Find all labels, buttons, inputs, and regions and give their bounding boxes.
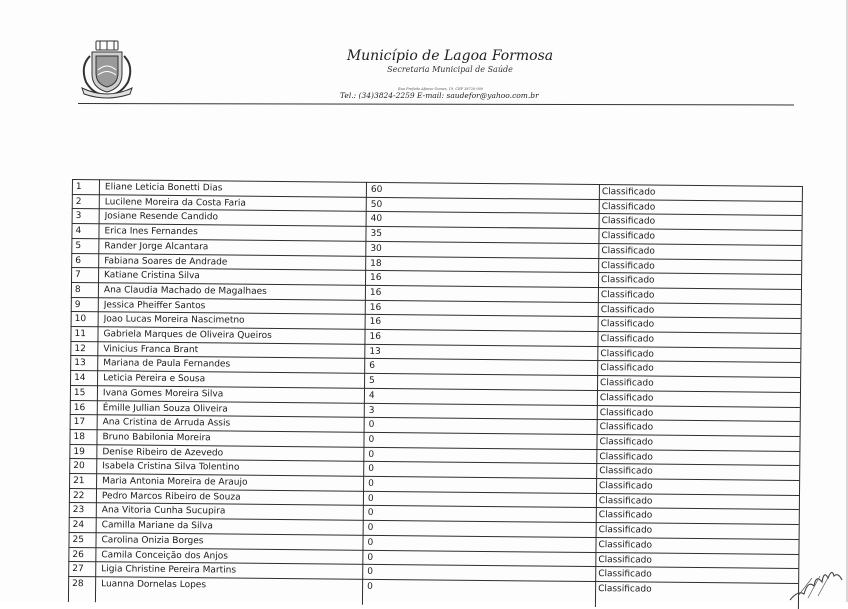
status: Classificado — [598, 539, 653, 551]
candidate-name: Pedro Marcos Ribeiro de Souza — [101, 490, 241, 503]
score: 35 — [370, 228, 382, 240]
candidate-name: Ana Cristina de Arruda Assis — [102, 417, 231, 429]
row-number: 28 — [72, 578, 84, 590]
score: 5 — [369, 375, 375, 387]
row-number: 19 — [73, 446, 85, 457]
candidate-name: Leticia Pereira e Sousa — [103, 373, 206, 385]
address-line: Rua Prefeito Afonso Gomes, 19, CEP 38720-000 — [398, 87, 484, 91]
score: 0 — [368, 434, 375, 445]
status: Classificado — [600, 289, 655, 301]
score: 16 — [370, 273, 382, 284]
row-number: 24 — [72, 520, 85, 531]
row-number: 4 — [75, 226, 82, 237]
candidate-name: Luanna Dornelas Lopes — [101, 579, 207, 591]
status: Classificado — [599, 407, 654, 419]
status: Classificado — [599, 451, 653, 463]
row-number: 8 — [74, 284, 81, 295]
candidate-name: Isabela Cristina Silva Tolentino — [102, 461, 240, 473]
row-number: 25 — [72, 534, 85, 545]
row-number: 26 — [72, 549, 84, 560]
score: 16 — [369, 302, 382, 313]
candidate-name: Fabiana Soares de Andrade — [104, 255, 228, 267]
row-number: 22 — [72, 490, 85, 501]
row-number: 12 — [74, 343, 86, 354]
score: 30 — [370, 243, 382, 254]
candidate-name: Erica Ines Fernandes — [104, 226, 198, 238]
candidate-name: Gabriela Marques de Oliveira Queiros — [103, 329, 272, 341]
score: 6 — [369, 361, 375, 372]
candidate-name: Ligia Christine Pereira Martins — [101, 564, 237, 576]
row-number: 16 — [73, 402, 86, 413]
candidate-name: Ivana Gomes Moreira Silva — [102, 388, 224, 400]
status: Classificado — [600, 363, 654, 374]
status: Classificado — [599, 422, 654, 433]
score: 0 — [367, 567, 374, 578]
candidate-name: Carolina Onizia Borges — [101, 535, 204, 547]
classification-table — [68, 179, 804, 609]
status: Classificado — [601, 231, 656, 242]
row-number: 13 — [74, 358, 86, 369]
score: 0 — [368, 464, 375, 475]
municipality-title: Município de Lagoa Formosa — [346, 48, 554, 64]
candidate-name: Josiane Resende Candido — [104, 211, 219, 223]
score: 3 — [368, 405, 375, 416]
row-number: 1 — [75, 182, 82, 193]
candidate-name: Maria Antonia Moreira de Araujo — [102, 476, 248, 488]
status: Classificado — [599, 481, 653, 492]
candidate-name: Camila Conceição dos Anjos — [101, 549, 229, 562]
status: Classificado — [598, 554, 652, 566]
row-number: 15 — [73, 387, 86, 398]
score: 13 — [369, 346, 381, 357]
score: 0 — [368, 449, 375, 460]
status: Classificado — [599, 436, 654, 448]
score: 0 — [367, 493, 374, 504]
row-number: 10 — [74, 314, 87, 325]
candidate-name: Eliane Leticia Bonetti Dias — [104, 182, 223, 194]
department-subtitle: Secretaria Municipal de Saúde — [387, 65, 513, 74]
row-number: 27 — [72, 564, 84, 575]
status: Classificado — [600, 334, 655, 345]
status: Classificado — [598, 510, 653, 521]
status: Classificado — [601, 275, 655, 286]
candidate-name: Mariana de Paula Fernandes — [103, 358, 231, 370]
score: 50 — [370, 199, 383, 210]
contact-line: Tel.: (34)3824-2259 E-mail: saudefor@yahoo.com.br — [340, 91, 539, 100]
status: Classificado — [600, 304, 655, 316]
status: Classificado — [598, 583, 652, 595]
status: Classificado — [600, 348, 654, 360]
candidate-name: Denise Ribeiro de Azevedo — [102, 446, 224, 459]
row-number: 23 — [72, 505, 85, 516]
status: Classificado — [601, 201, 656, 213]
score: 4 — [368, 390, 375, 401]
candidate-name: Katiane Cristina Silva — [104, 270, 200, 282]
status: Classificado — [598, 569, 652, 580]
score: 18 — [370, 258, 382, 269]
status: Classificado — [601, 216, 656, 227]
score: 0 — [368, 420, 375, 431]
score: 40 — [370, 214, 383, 225]
candidate-name: Ana Claudia Machado de Magalhaes — [103, 285, 267, 297]
status: Classificado — [598, 495, 653, 507]
status: Classificado — [601, 245, 655, 257]
score: 0 — [367, 508, 374, 519]
score: 0 — [367, 552, 374, 563]
candidate-name: Lucilene Moreira da Costa Faria — [104, 197, 246, 209]
status: Classificado — [601, 187, 656, 198]
candidate-name: Ana Vitoria Cunha Sucupira — [101, 505, 226, 517]
score: 0 — [367, 581, 373, 592]
candidate-name: Vinicius Franca Brant — [103, 343, 199, 355]
score: 16 — [369, 331, 381, 342]
status: Classificado — [601, 260, 655, 272]
row-number: 14 — [74, 373, 86, 384]
row-number: 9 — [74, 299, 81, 310]
handwritten-signature-icon — [788, 566, 844, 602]
row-number: 11 — [74, 329, 87, 340]
row-number: 17 — [73, 417, 86, 428]
candidate-name: Jessica Pheiffer Santos — [103, 299, 206, 311]
score: 16 — [369, 287, 382, 298]
candidate-name: Bruno Babilonia Moreira — [102, 432, 211, 444]
row-number: 3 — [75, 211, 82, 222]
status: Classificado — [600, 378, 654, 389]
row-number: 5 — [75, 240, 82, 251]
score: 0 — [367, 537, 374, 548]
municipal-crest-icon — [78, 38, 136, 100]
candidate-name: Rander Jorge Alcantara — [104, 241, 209, 253]
score: 0 — [367, 522, 374, 534]
status: Classificado — [598, 525, 653, 536]
row-number: 21 — [73, 476, 85, 487]
row-number: 7 — [75, 270, 81, 281]
row-number: 18 — [73, 431, 86, 443]
status: Classificado — [599, 392, 654, 404]
candidate-name: Camilla Mariane da Silva — [101, 520, 213, 532]
row-number: 20 — [73, 461, 85, 472]
status: Classificado — [600, 319, 655, 330]
letterhead — [300, 48, 600, 75]
header-divider — [78, 103, 794, 105]
row-number: 2 — [75, 196, 82, 207]
status: Classificado — [599, 466, 653, 477]
score: 60 — [370, 184, 383, 195]
score: 0 — [368, 478, 374, 489]
score: 16 — [369, 317, 382, 328]
candidate-name: Émille Jullian Souza Oliveira — [102, 402, 228, 415]
candidate-name: Joao Lucas Moreira Nascimetno — [103, 314, 245, 326]
row-number: 6 — [75, 255, 81, 266]
